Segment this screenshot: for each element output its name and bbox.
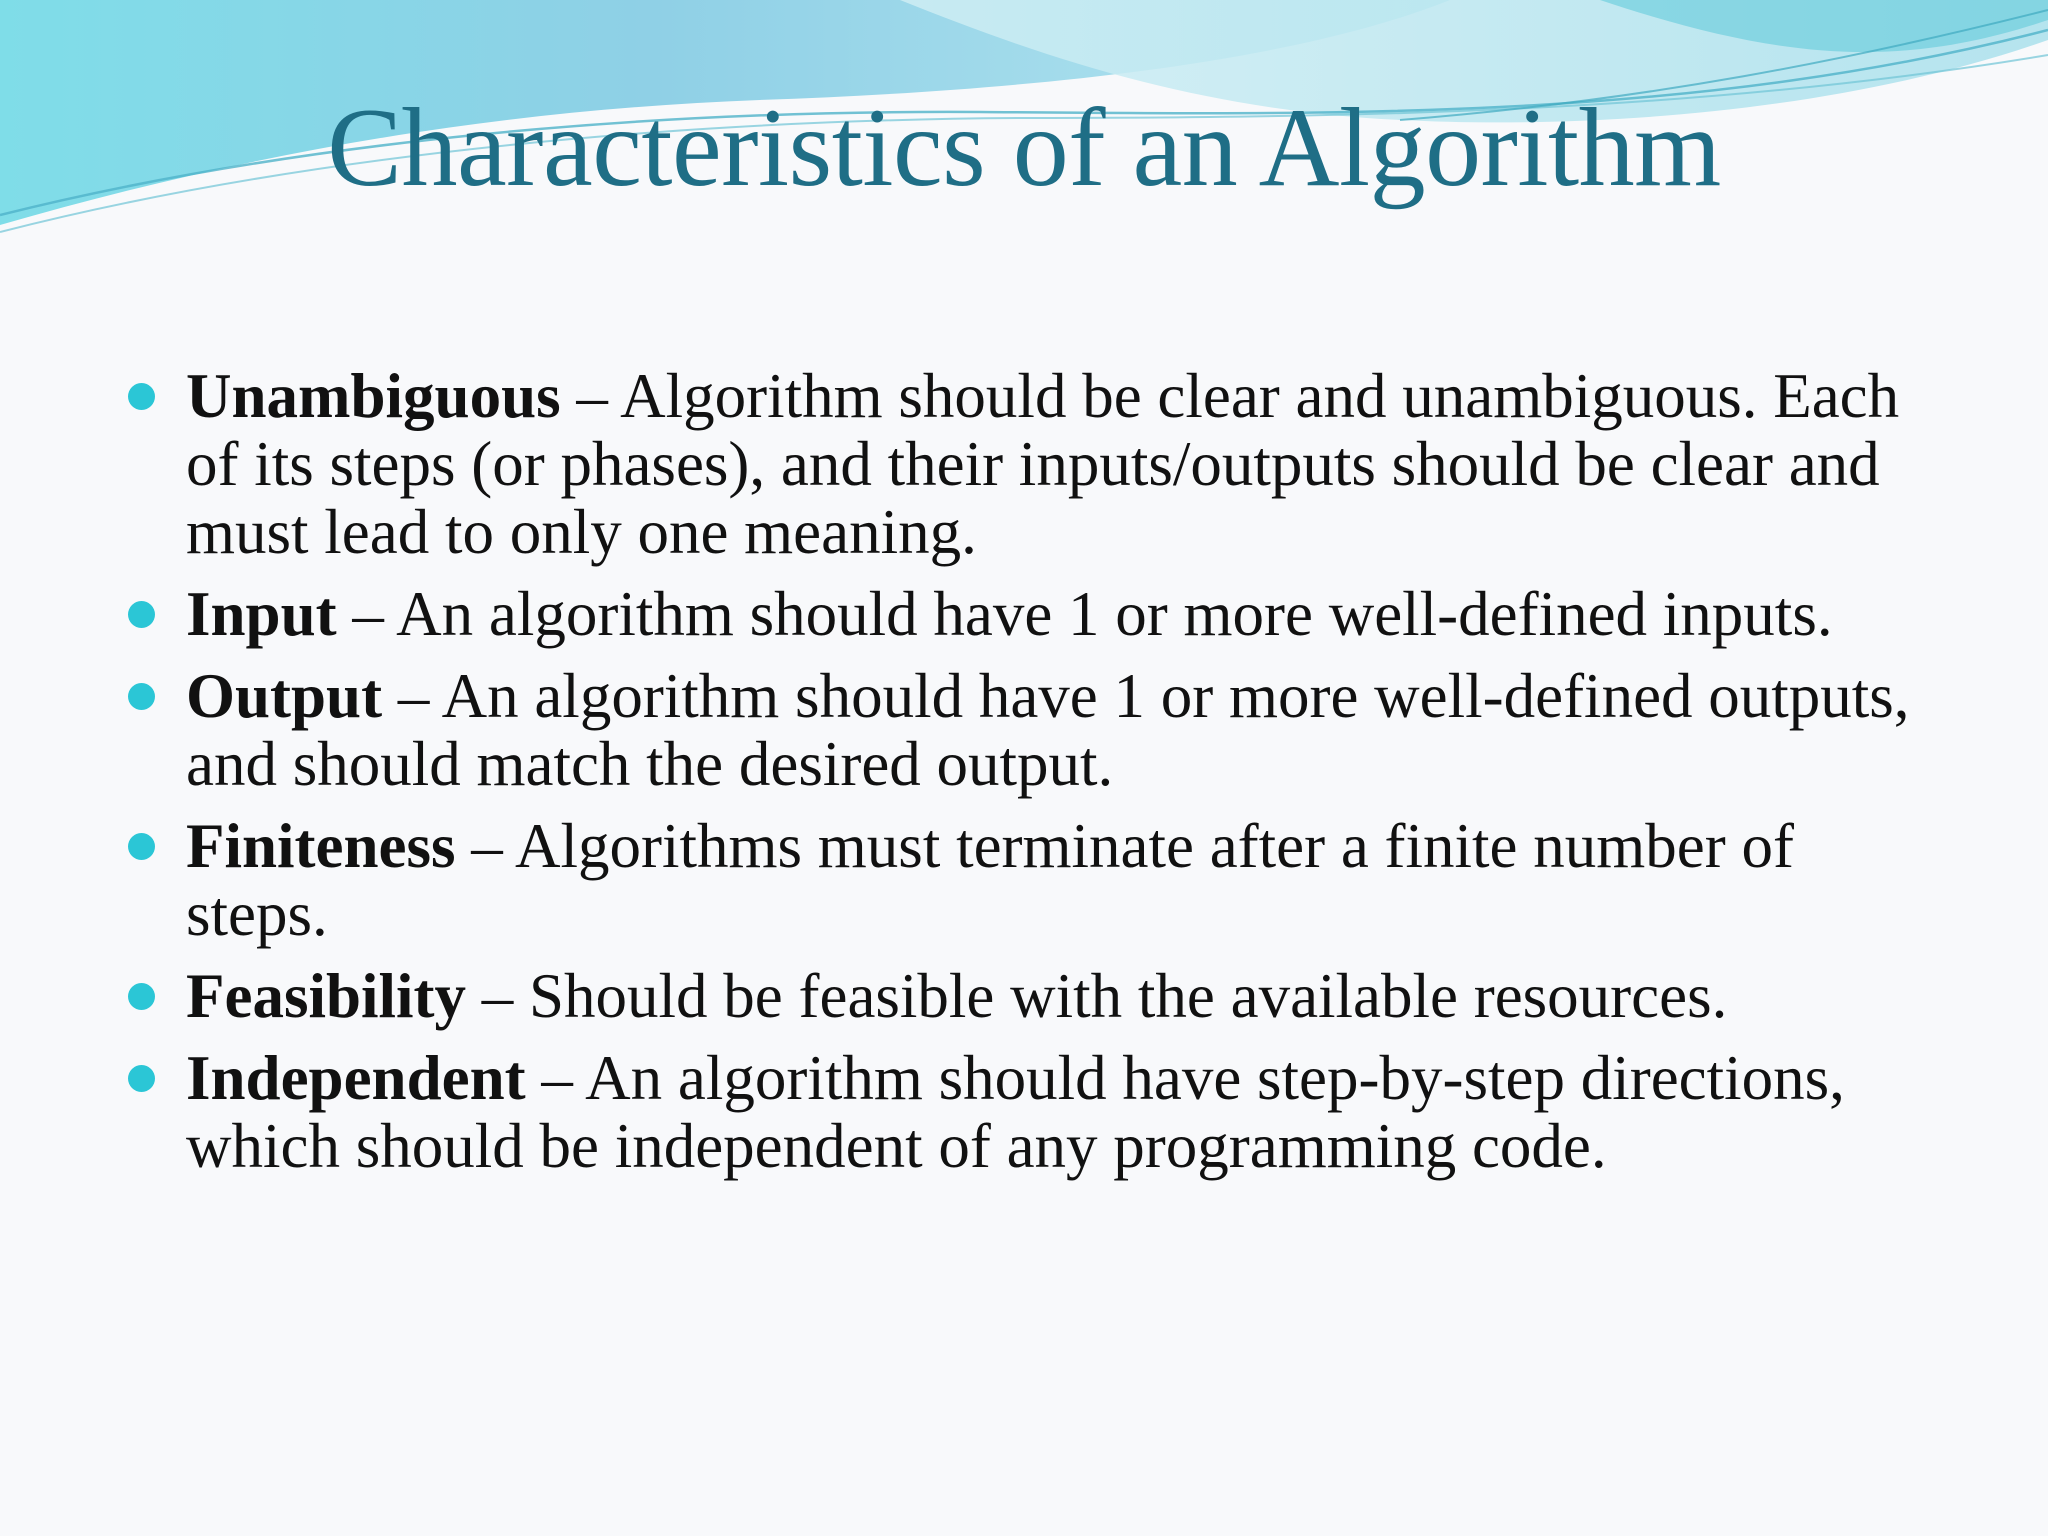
bullet-dot-icon xyxy=(128,983,155,1010)
bullet-text: – An algorithm should have step-by-step directions, which should be independent of any programming code. xyxy=(186,1043,1845,1181)
slide-title: Characteristics of an Algorithm xyxy=(327,86,1721,210)
bullet-text: – An algorithm should have 1 or more well-defined inputs. xyxy=(336,579,1833,649)
bullet-text: – Should be feasible with the available resources. xyxy=(466,961,1728,1031)
bullet-term: Unambiguous xyxy=(186,361,561,431)
bullet-term: Finiteness xyxy=(186,811,456,881)
bullet-term: Input xyxy=(186,579,337,649)
bullet-text: – An algorithm should have 1 or more well-defined outputs, and should match the desired output. xyxy=(186,661,1910,799)
bullet-text: – Algorithm should be clear and unambiguous. Each of its steps (or phases), and their inputs/outputs should be clear and must lead to only one meaning. xyxy=(186,361,1900,567)
bullet-dot-icon xyxy=(128,1065,155,1092)
list-item xyxy=(128,1044,1948,1180)
list-item xyxy=(128,662,1948,798)
bullet-text: – Algorithms must terminate after a finite number of steps. xyxy=(186,811,1794,949)
bullet-dot-icon xyxy=(128,383,155,410)
bullet-term: Independent xyxy=(186,1043,526,1113)
list-item xyxy=(128,962,1948,1030)
bullet-term: Output xyxy=(186,661,383,731)
bullet-list xyxy=(128,362,1948,1194)
bullet-dot-icon xyxy=(128,683,155,710)
bullet-dot-icon xyxy=(128,601,155,628)
bullet-term: Feasibility xyxy=(186,961,466,1031)
bullet-dot-icon xyxy=(128,833,155,860)
list-item xyxy=(128,812,1948,948)
list-item xyxy=(128,580,1948,648)
list-item xyxy=(128,362,1948,566)
